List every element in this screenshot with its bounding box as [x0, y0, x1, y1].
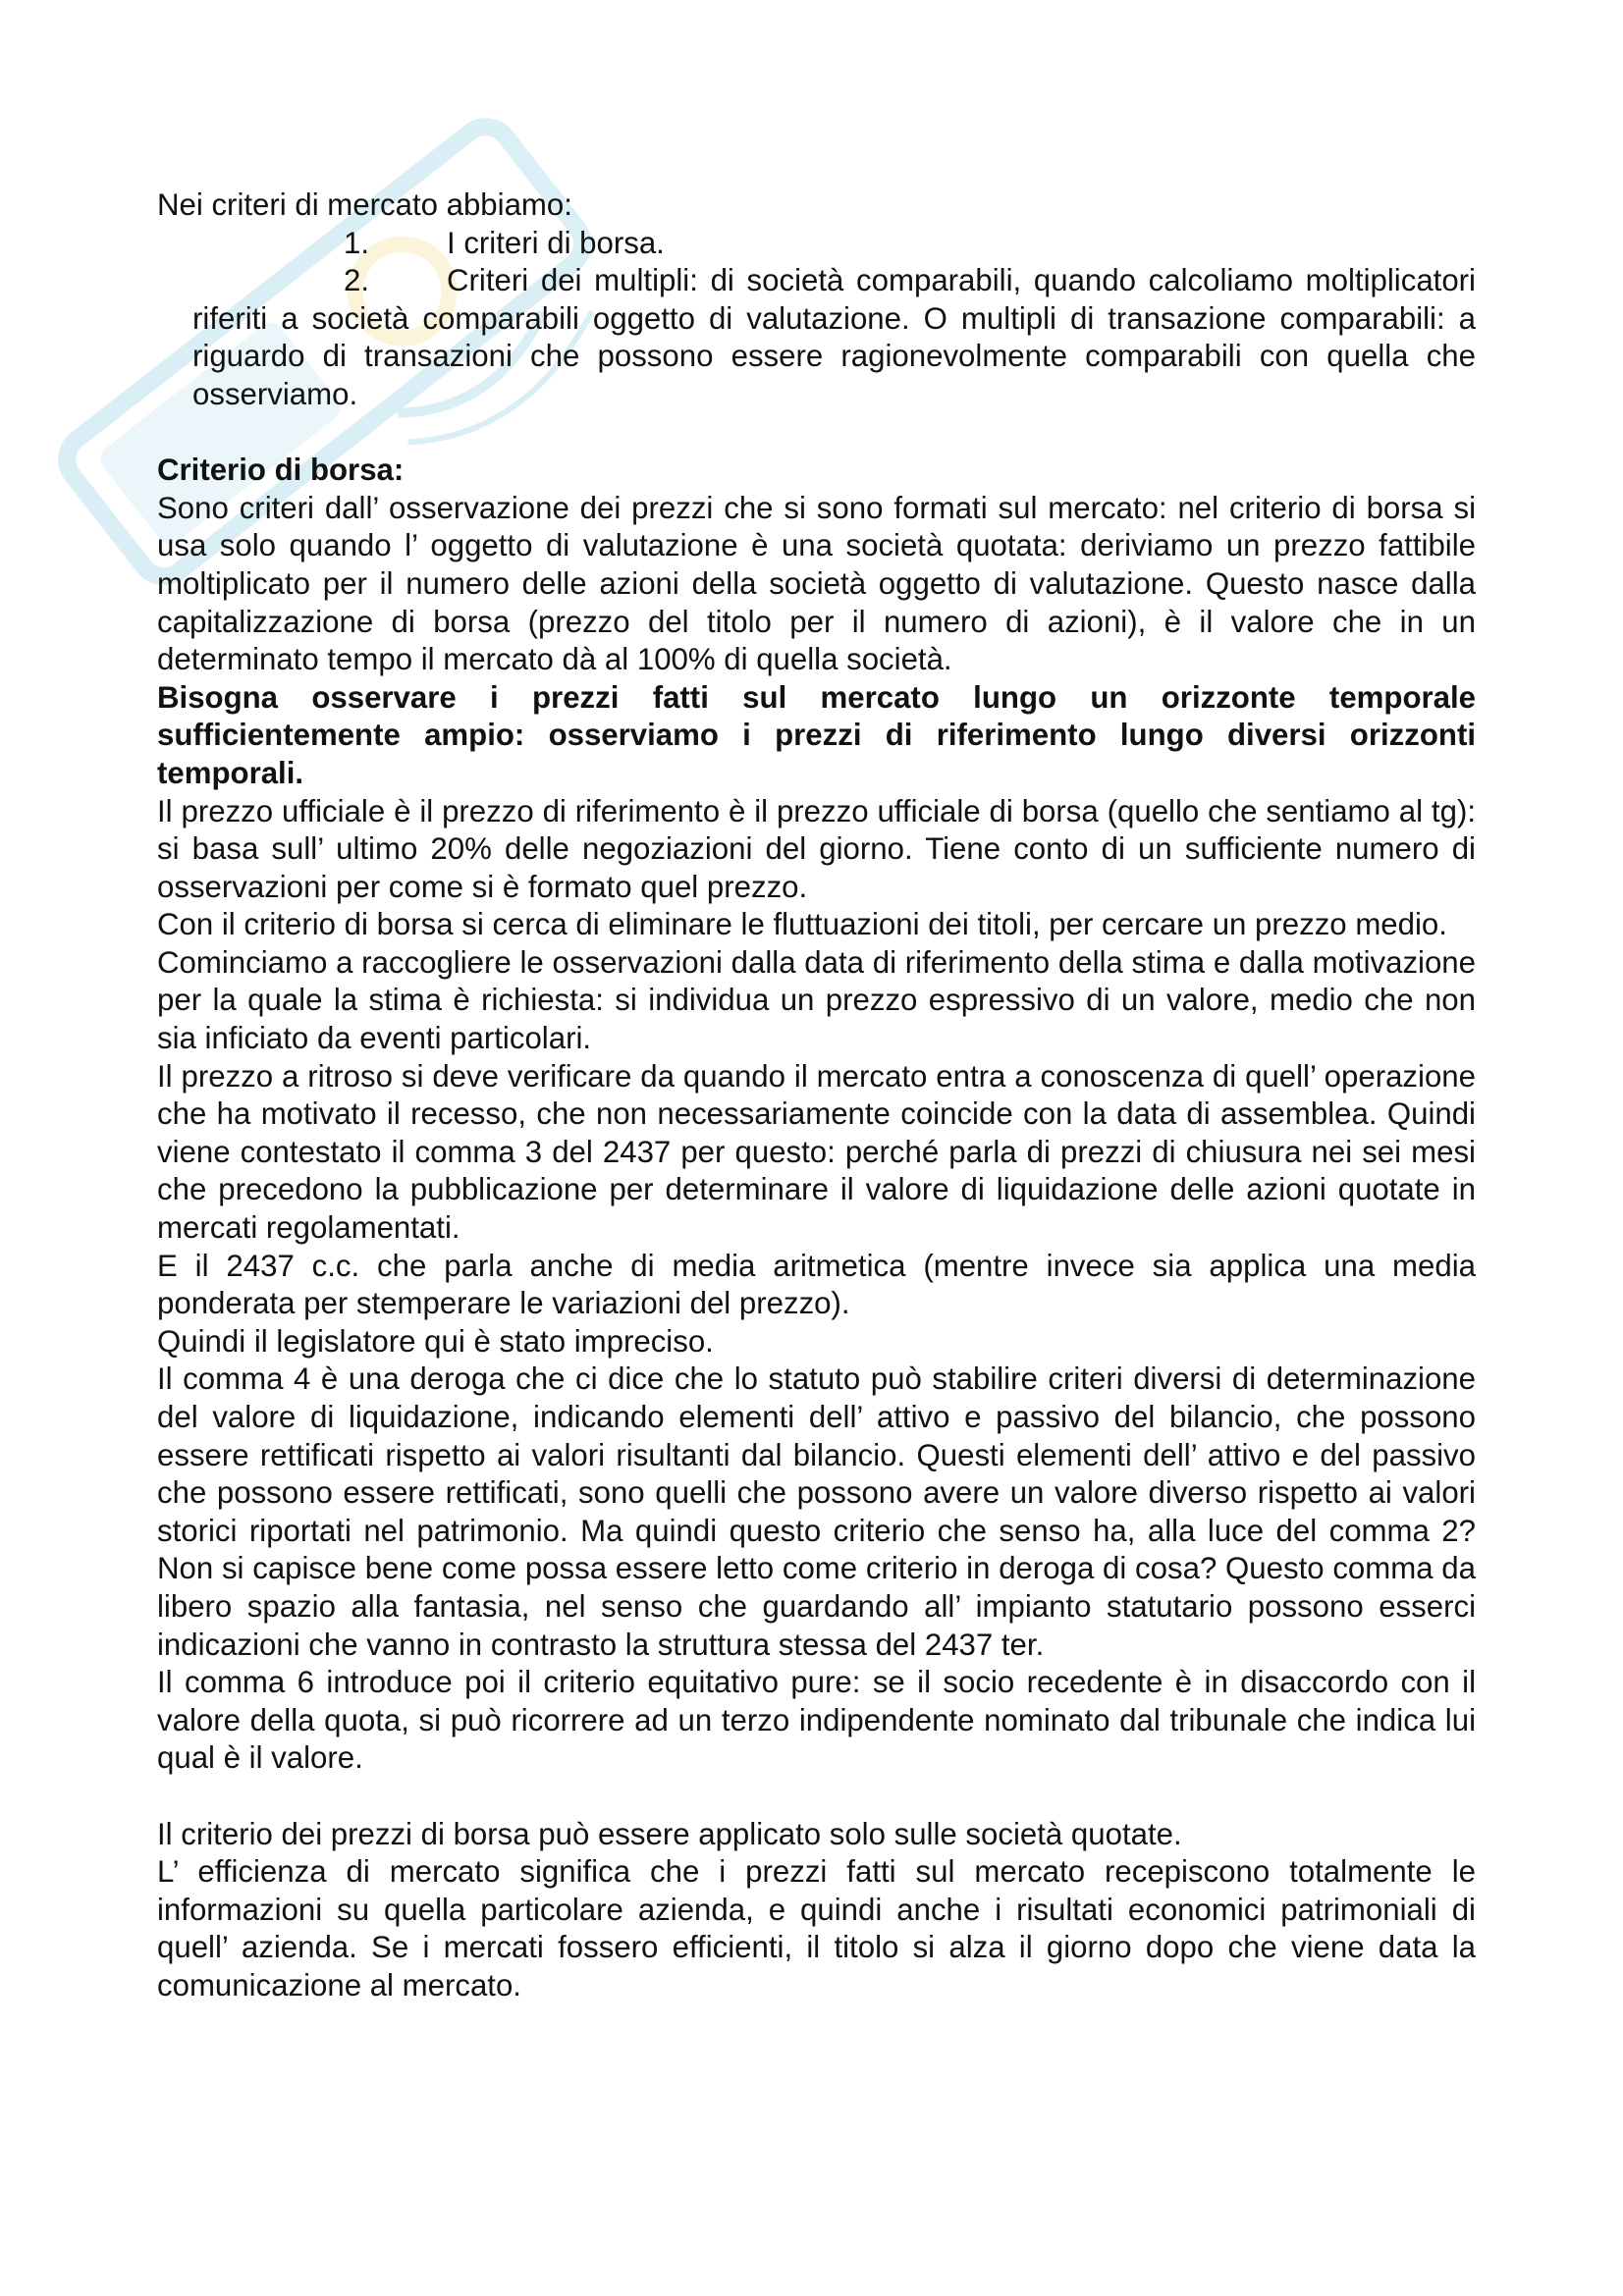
- paragraph: Sono criteri dall’ osservazione dei prezzi che si sono formati sul mercato: nel criterio di borsa si usa solo quando l’ oggetto di valutazione è una società quotata: deriviamo un prezzo fattibile moltiplicato per il numero delle azioni della società oggetto di valutazione. Questo nasce dalla capitalizzazione di borsa (prezzo del titolo per il numero di azioni), è il valore che in un determinato tempo il mercato dà al 100% di quella società.: [157, 490, 1476, 677]
- spacer: [157, 1778, 1476, 1816]
- paragraph-bold: Bisogna osservare i prezzi fatti sul mercato lungo un orizzonte temporale sufficientemente ampio: osserviamo i prezzi di riferimento lungo diversi orizzonti temporali.: [157, 679, 1476, 790]
- paragraph: L’ efficienza di mercato significa che i prezzi fatti sul mercato recepiscono totalmente le informazioni su quella particolare azienda, e quindi anche i risultati economici patrimoniali di quell’ azienda. Se i mercati fossero efficienti, il titolo si alza il giorno dopo che viene data la comunicazione al mercato.: [157, 1854, 1476, 2002]
- paragraph: Con il criterio di borsa si cerca di eliminare le fluttuazioni dei titoli, per cercare un prezzo medio.: [157, 907, 1447, 942]
- paragraph: Il criterio dei prezzi di borsa può essere applicato solo sulle società quotate.: [157, 1816, 1182, 1851]
- paragraph: Il comma 4 è una deroga che ci dice che lo statuto può stabilire criteri diversi di determinazione del valore di liquidazione, indicando elementi dell’ attivo e passivo del bilancio, che possono essere rettificati rispetto ai valori risultanti dal bilancio. Questi elementi dell’ attivo e del passivo che possono essere rettificati, sono quelli che possono avere un valore diverso rispetto ai valori storici riportati nel patrimonio. Ma quindi questo criterio che senso ha, alla luce del comma 2? Non si capisce bene come possa essere letto come criterio in deroga di cosa? Questo comma da libero spazio alla fantasia, nel senso che guardando all’ impianto statutario possono esserci indicazioni che vanno in contrasto la struttura stessa del 2437 ter.: [157, 1362, 1476, 1662]
- paragraph: E il 2437 c.c. che parla anche di media aritmetica (mentre invece sia applica una media ponderata per stemperare le variazioni del prezzo).: [157, 1248, 1476, 1321]
- list-item-number: 1.: [344, 225, 370, 260]
- spacer: [157, 414, 1476, 453]
- list-item-number: 2.: [344, 263, 370, 298]
- paragraph: Il prezzo a ritroso si deve verificare da quando il mercato entra a conoscenza di quell’ operazione che ha motivato il recesso, che non necessariamente coincide con la data di assemblea. Quindi viene contestato il comma 3 del 2437 per questo: perché parla di prezzi di chiusura nei sei mesi che precedono la pubblicazione per determinare il valore di liquidazione delle azioni quotate in mercati regolamentati.: [157, 1058, 1476, 1246]
- list-item: [157, 225, 1476, 263]
- paragraph: Quindi il legislatore qui è stato impreciso.: [157, 1323, 714, 1359]
- list-item-text: I criteri di borsa.: [447, 225, 665, 260]
- intro-text: Nei criteri di mercato abbiamo:: [157, 187, 572, 222]
- list-item: [157, 262, 1476, 413]
- list-item-text: Criteri dei multipli: di società comparabili, quando calcoliamo moltiplicatori riferiti a società comparabili oggetto di valutazione. O multipli di transazione comparabili: a riguardo di transazioni che possono essere ragionevolmente comparabili con quella che osserviamo.: [192, 263, 1476, 411]
- document-page: [157, 187, 1476, 2005]
- paragraph: Cominciamo a raccogliere le osservazioni dalla data di riferimento della stima e dalla motivazione per la quale la stima è richiesta: si individua un prezzo espressivo di un valore, medio che non sia inficiato da eventi particolari.: [157, 944, 1476, 1056]
- section-title: Criterio di borsa:: [157, 453, 405, 488]
- criteria-list: [157, 225, 1476, 414]
- paragraph: Il prezzo ufficiale è il prezzo di riferimento è il prezzo ufficiale di borsa (quello che sentiamo al tg): si basa sull’ ultimo 20% delle negoziazioni del giorno. Tiene conto di un sufficiente numero di osservazioni per come si è formato quel prezzo.: [157, 793, 1476, 904]
- paragraph: Il comma 6 introduce poi il criterio equitativo pure: se il socio recedente è in disaccordo con il valore della quota, si può ricorrere ad un terzo indipendente nominato dal tribunale che indica lui qual è il valore.: [157, 1665, 1476, 1776]
